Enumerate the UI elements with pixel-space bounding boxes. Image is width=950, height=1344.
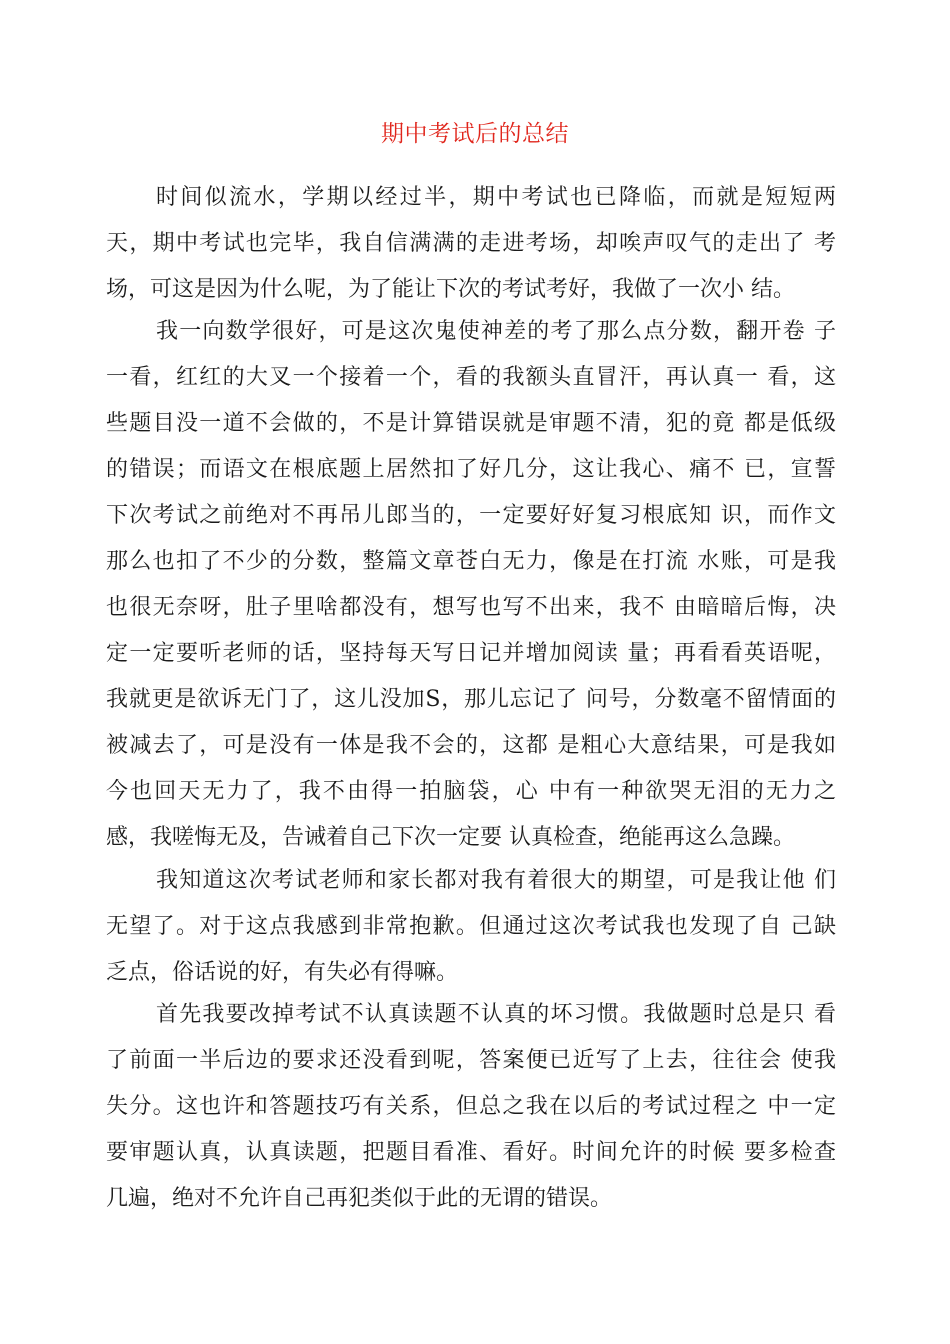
paragraph-line: 了前面一半后边的要求还没看到呢，答案便已近写了上去，往往会 使我 (106, 1048, 836, 1073)
paragraph-line: 今也回天无力了，我不由得一拍脑袋，心 中有一种欲哭无泪的无力之 (106, 779, 836, 804)
paragraph-line: 下次考试之前绝对不再吊儿郎当的，一定要好好复习根底知 识，而作文 (106, 503, 836, 528)
paragraph-line: 我就更是欲诉无门了，这儿没加S，那儿忘记了 问号，分数毫不留情面的 (106, 687, 836, 712)
paragraph-1 (106, 175, 836, 313)
paragraph-line: 一看，红红的大叉一个接着一个，看的我额头直冒汗，再认真一 看，这 (106, 365, 836, 390)
paragraph-line: 几遍，绝对不允许自己再犯类似于此的无谓的错误。 (106, 1186, 613, 1211)
paragraph-line: 乏点，俗话说的好，有失必有得嘛。 (106, 960, 459, 985)
paragraph-line: 我一向数学很好，可是这次鬼使神差的考了那么点分数，翻开卷 子 (156, 319, 836, 344)
paragraph-2 (106, 309, 836, 861)
paragraph-line: 失分。这也许和答题技巧有关系，但总之我在以后的考试过程之 中一定 (106, 1094, 836, 1119)
paragraph-line: 天，期中考试也完毕，我自信满满的走进考场，却唉声叹气的走出了 考 (106, 231, 836, 256)
paragraph-line: 那么也扣了不少的分数，整篇文章苍白无力，像是在打流 水账，可是我 (106, 549, 836, 574)
paragraph-line: 要审题认真，认真读题，把题目看准、看好。时间允许的时候 要多检查 (106, 1140, 836, 1165)
paragraph-line: 感，我嗟悔无及，告诫着自己下次一定要 认真检查，绝能再这么急躁。 (106, 825, 795, 850)
paragraph-line: 无望了。对于这点我感到非常抱歉。但通过这次考试我也发现了自 己缺 (106, 914, 836, 939)
paragraph-line: 也很无奈呀，肚子里啥都没有，想写也写不出来，我不 由暗暗后悔，决 (106, 595, 836, 620)
paragraph-4 (106, 992, 836, 1222)
paragraph-line: 时间似流水，学期以经过半，期中考试也已降临，而就是短短两 (156, 185, 836, 210)
paragraph-line: 的错误；而语文在根底题上居然扣了好几分，这让我心、痛不 已，宣誓 (106, 457, 836, 482)
paragraph-line: 定一定要听老师的话，坚持每天写日记并增加阅读 量；再看看英语呢， (106, 641, 836, 666)
paragraph-line: 首先我要改掉考试不认真读题不认真的坏习惯。我做题时总是只 看 (156, 1002, 836, 1027)
paragraph-line: 被减去了，可是没有一体是我不会的，这都 是粗心大意结果，可是我如 (106, 733, 836, 758)
paragraph-line: 我知道这次考试老师和家长都对我有着很大的期望，可是我让他 们 (156, 868, 836, 893)
document-title: 期中考试后的总结 (381, 121, 569, 147)
paragraph-line: 些题目没一道不会做的，不是计算错误就是审题不清，犯的竟 都是低级 (106, 411, 836, 436)
paragraph-line: 场，可这是因为什么呢，为了能让下次的考试考好，我做了一次小 结。 (106, 277, 795, 302)
paragraph-3 (106, 858, 836, 996)
